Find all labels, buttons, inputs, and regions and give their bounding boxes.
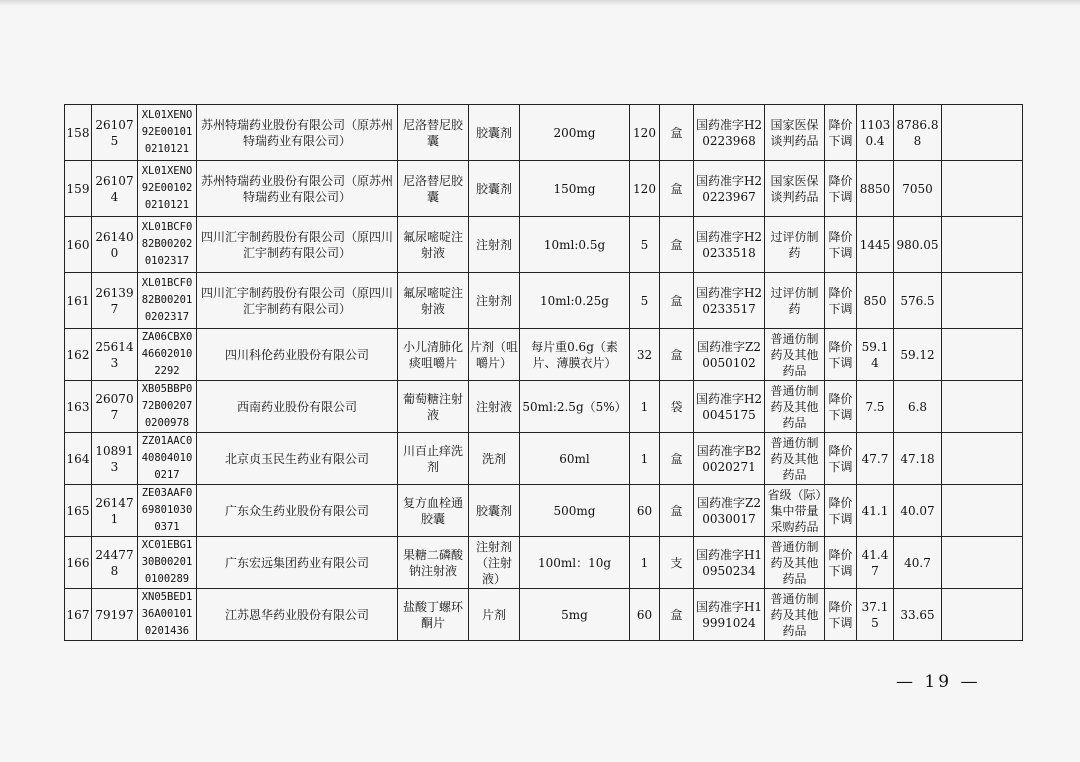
cell-new-price: 6.8 <box>894 381 942 433</box>
cell-qty: 1 <box>630 381 660 433</box>
cell-note <box>942 273 1023 329</box>
table-row <box>65 485 1023 537</box>
cell-id: 108913 <box>92 433 138 485</box>
cell-note <box>942 485 1023 537</box>
cell-id: 261400 <box>92 217 138 273</box>
cell-name: 小儿清肺化痰咀嚼片 <box>398 329 469 381</box>
cell-new-price: 980.05 <box>894 217 942 273</box>
cell-id: 260707 <box>92 381 138 433</box>
cell-spec: 60ml <box>520 433 630 485</box>
cell-spec: 每片重0.6g（素片、薄膜衣片） <box>520 329 630 381</box>
cell-qty: 60 <box>630 589 660 641</box>
cell-note <box>942 329 1023 381</box>
cell-category: 省级（际）集中带量采购药品 <box>765 485 825 537</box>
cell-category: 普通仿制药及其他药品 <box>765 329 825 381</box>
cell-id: 261075 <box>92 105 138 161</box>
cell-approval: 国药准字H20233518 <box>694 217 765 273</box>
table-row <box>65 537 1023 589</box>
cell-name: 尼洛替尼胶囊 <box>398 161 469 217</box>
cell-unit: 袋 <box>660 381 694 433</box>
cell-name: 复方血栓通胶囊 <box>398 485 469 537</box>
cell-approval: 国药准字H10950234 <box>694 537 765 589</box>
cell-spec: 50ml:2.5g（5%） <box>520 381 630 433</box>
cell-name: 氟尿嘧啶注射液 <box>398 273 469 329</box>
table-row <box>65 381 1023 433</box>
cell-note <box>942 105 1023 161</box>
cell-name: 氟尿嘧啶注射液 <box>398 217 469 273</box>
cell-code: ZZ01AAC0408040100217 <box>138 433 197 485</box>
cell-no: 161 <box>65 273 92 329</box>
table-row <box>65 217 1023 273</box>
cell-adjust: 降价下调 <box>825 105 857 161</box>
cell-new-price: 33.65 <box>894 589 942 641</box>
cell-adjust: 降价下调 <box>825 433 857 485</box>
cell-spec: 5mg <box>520 589 630 641</box>
cell-new-price: 59.12 <box>894 329 942 381</box>
cell-adjust: 降价下调 <box>825 273 857 329</box>
cell-old-price: 7.5 <box>857 381 894 433</box>
cell-note <box>942 433 1023 485</box>
cell-no: 163 <box>65 381 92 433</box>
cell-category: 国家医保谈判药品 <box>765 105 825 161</box>
cell-form: 注射剂（注射液） <box>469 537 520 589</box>
cell-old-price: 37.15 <box>857 589 894 641</box>
cell-form: 片剂 <box>469 589 520 641</box>
cell-category: 普通仿制药及其他药品 <box>765 433 825 485</box>
cell-approval: 国药准字H20233517 <box>694 273 765 329</box>
cell-form: 注射液 <box>469 381 520 433</box>
cell-id: 256143 <box>92 329 138 381</box>
table-row <box>65 589 1023 641</box>
table-row <box>65 273 1023 329</box>
cell-adjust: 降价下调 <box>825 329 857 381</box>
cell-no: 165 <box>65 485 92 537</box>
cell-spec: 10ml:0.25g <box>520 273 630 329</box>
cell-approval: 国药准字B20020271 <box>694 433 765 485</box>
table-row <box>65 105 1023 161</box>
table-body <box>65 105 1023 641</box>
cell-code: XL01XENO92E001010210121 <box>138 105 197 161</box>
cell-note <box>942 381 1023 433</box>
cell-company: 苏州特瑞药业股份有限公司（原苏州特瑞药业有限公司） <box>197 161 398 217</box>
cell-id: 261397 <box>92 273 138 329</box>
cell-no: 159 <box>65 161 92 217</box>
cell-unit: 盒 <box>660 589 694 641</box>
cell-old-price: 8850 <box>857 161 894 217</box>
cell-old-price: 41.47 <box>857 537 894 589</box>
cell-company: 广东宏远集团药业有限公司 <box>197 537 398 589</box>
cell-company: 西南药业股份有限公司 <box>197 381 398 433</box>
table-row <box>65 329 1023 381</box>
cell-code: XN05BED136A001010201436 <box>138 589 197 641</box>
cell-approval: 国药准字Z20050102 <box>694 329 765 381</box>
drug-price-table <box>64 104 1023 641</box>
cell-approval: 国药准字H19991024 <box>694 589 765 641</box>
cell-spec: 200mg <box>520 105 630 161</box>
cell-spec: 150mg <box>520 161 630 217</box>
cell-id: 261074 <box>92 161 138 217</box>
cell-note <box>942 161 1023 217</box>
cell-unit: 盒 <box>660 217 694 273</box>
cell-note <box>942 537 1023 589</box>
cell-company: 北京贞玉民生药业有限公司 <box>197 433 398 485</box>
page-number: — 19 — <box>896 672 981 692</box>
cell-company: 四川汇宇制药股份有限公司（原四川汇宇制药有限公司） <box>197 217 398 273</box>
cell-approval: 国药准字H20223967 <box>694 161 765 217</box>
cell-spec: 100ml：10g <box>520 537 630 589</box>
cell-category: 过评仿制药 <box>765 273 825 329</box>
cell-adjust: 降价下调 <box>825 161 857 217</box>
cell-adjust: 降价下调 <box>825 589 857 641</box>
cell-approval: 国药准字H20223968 <box>694 105 765 161</box>
cell-new-price: 40.7 <box>894 537 942 589</box>
table-row <box>65 433 1023 485</box>
cell-id: 79197 <box>92 589 138 641</box>
cell-old-price: 47.7 <box>857 433 894 485</box>
cell-old-price: 41.1 <box>857 485 894 537</box>
cell-code: XL01XENO92E001020210121 <box>138 161 197 217</box>
cell-qty: 1 <box>630 433 660 485</box>
cell-no: 166 <box>65 537 92 589</box>
cell-old-price: 11030.4 <box>857 105 894 161</box>
table-row <box>65 161 1023 217</box>
cell-code: ZA06CBX0466020102292 <box>138 329 197 381</box>
cell-form: 胶囊剂 <box>469 485 520 537</box>
cell-approval: 国药准字Z20030017 <box>694 485 765 537</box>
cell-form: 洗剂 <box>469 433 520 485</box>
cell-qty: 120 <box>630 161 660 217</box>
cell-code: XL01BCF082B002010202317 <box>138 273 197 329</box>
cell-no: 160 <box>65 217 92 273</box>
cell-name: 尼洛替尼胶囊 <box>398 105 469 161</box>
cell-company: 苏州特瑞药业股份有限公司（原苏州特瑞药业有限公司） <box>197 105 398 161</box>
cell-form: 胶囊剂 <box>469 161 520 217</box>
cell-category: 普通仿制药及其他药品 <box>765 589 825 641</box>
cell-adjust: 降价下调 <box>825 217 857 273</box>
cell-name: 果糖二磷酸钠注射液 <box>398 537 469 589</box>
cell-name: 川百止痒洗剂 <box>398 433 469 485</box>
cell-unit: 盒 <box>660 273 694 329</box>
cell-adjust: 降价下调 <box>825 537 857 589</box>
cell-note <box>942 217 1023 273</box>
cell-form: 片剂（咀嚼片） <box>469 329 520 381</box>
cell-company: 四川汇宇制药股份有限公司（原四川汇宇制药有限公司） <box>197 273 398 329</box>
cell-old-price: 1445 <box>857 217 894 273</box>
cell-name: 葡萄糖注射液 <box>398 381 469 433</box>
cell-id: 261471 <box>92 485 138 537</box>
cell-unit: 盒 <box>660 161 694 217</box>
cell-code: ZE03AAF0698010300371 <box>138 485 197 537</box>
cell-form: 注射剂 <box>469 273 520 329</box>
cell-note <box>942 589 1023 641</box>
cell-id: 244778 <box>92 537 138 589</box>
cell-category: 国家医保谈判药品 <box>765 161 825 217</box>
cell-unit: 支 <box>660 537 694 589</box>
cell-adjust: 降价下调 <box>825 485 857 537</box>
cell-form: 注射剂 <box>469 217 520 273</box>
cell-new-price: 40.07 <box>894 485 942 537</box>
cell-company: 广东众生药业股份有限公司 <box>197 485 398 537</box>
cell-no: 158 <box>65 105 92 161</box>
cell-unit: 盒 <box>660 433 694 485</box>
cell-spec: 10ml:0.5g <box>520 217 630 273</box>
cell-category: 普通仿制药及其他药品 <box>765 381 825 433</box>
cell-no: 167 <box>65 589 92 641</box>
cell-spec: 500mg <box>520 485 630 537</box>
cell-new-price: 576.5 <box>894 273 942 329</box>
cell-qty: 32 <box>630 329 660 381</box>
cell-qty: 60 <box>630 485 660 537</box>
cell-company: 四川科伦药业股份有限公司 <box>197 329 398 381</box>
cell-no: 164 <box>65 433 92 485</box>
cell-old-price: 850 <box>857 273 894 329</box>
cell-code: XB05BBP072B002070200978 <box>138 381 197 433</box>
cell-qty: 5 <box>630 217 660 273</box>
cell-no: 162 <box>65 329 92 381</box>
cell-new-price: 47.18 <box>894 433 942 485</box>
cell-code: XL01BCF082B002020102317 <box>138 217 197 273</box>
cell-unit: 盒 <box>660 485 694 537</box>
cell-new-price: 8786.88 <box>894 105 942 161</box>
cell-qty: 5 <box>630 273 660 329</box>
cell-adjust: 降价下调 <box>825 381 857 433</box>
cell-approval: 国药准字H20045175 <box>694 381 765 433</box>
scan-shadow <box>0 0 1080 6</box>
cell-form: 胶囊剂 <box>469 105 520 161</box>
cell-unit: 盒 <box>660 329 694 381</box>
cell-old-price: 59.14 <box>857 329 894 381</box>
cell-code: XC01EBG130B002010100289 <box>138 537 197 589</box>
cell-name: 盐酸丁螺环酮片 <box>398 589 469 641</box>
cell-category: 普通仿制药及其他药品 <box>765 537 825 589</box>
cell-new-price: 7050 <box>894 161 942 217</box>
cell-company: 江苏恩华药业股份有限公司 <box>197 589 398 641</box>
cell-category: 过评仿制药 <box>765 217 825 273</box>
cell-qty: 120 <box>630 105 660 161</box>
cell-unit: 盒 <box>660 105 694 161</box>
cell-qty: 1 <box>630 537 660 589</box>
